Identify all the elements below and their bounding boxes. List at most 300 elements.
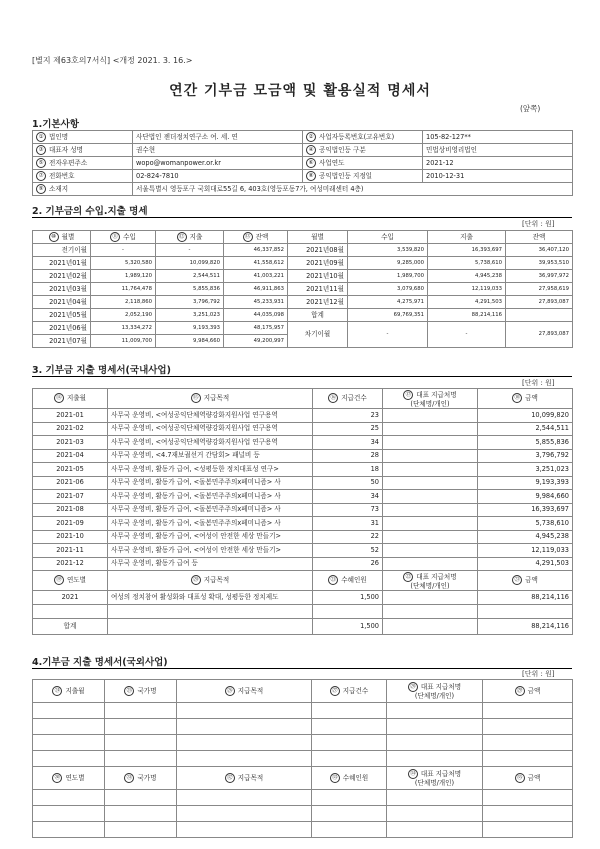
item-number-marker: ㉔	[52, 686, 62, 696]
expense-cell-text: 9,193,393	[193, 324, 220, 331]
item-number-marker: ㉒	[403, 572, 413, 582]
purpose-cell-text: 여성의 정치참여 활성화와 대표성 확대, 성평등한 정치제도	[111, 593, 279, 601]
column-header	[313, 389, 383, 409]
recipient-cell	[383, 422, 478, 436]
purpose-cell	[108, 490, 313, 504]
expense-cell-text: 16,393,697	[471, 246, 502, 253]
year-cell	[33, 591, 108, 605]
amount-cell-text: 4,945,238	[535, 532, 569, 541]
table-row	[33, 244, 573, 257]
item-number-marker: ⑪	[110, 232, 120, 242]
item-number-marker: ㉕	[124, 686, 134, 696]
empty-cell	[177, 703, 312, 719]
empty-cell	[387, 735, 483, 751]
item-number-marker: ⑯	[328, 393, 338, 403]
month-cell-text: 2021-02	[56, 424, 84, 433]
field-value	[133, 170, 303, 183]
balance-cell	[506, 322, 573, 348]
month-cell-text: 2021년09월	[306, 258, 344, 267]
count-cell-text: 28	[370, 451, 379, 460]
item-number-marker: ㉝	[330, 773, 340, 783]
count-cell-text: 18	[370, 464, 379, 473]
month-cell	[33, 449, 108, 463]
empty-cell	[387, 703, 483, 719]
purpose-cell-text: 사무국 운영비, 활동가 급여, <돌봄민주주의x페미니즘> 사	[111, 518, 281, 527]
purpose-cell	[108, 591, 313, 605]
column-header	[108, 571, 313, 591]
balance-cell-text: 41,003,221	[253, 272, 284, 279]
purpose-cell	[108, 544, 313, 558]
field-label-text: 사업연도	[319, 158, 345, 167]
income-cell	[91, 335, 156, 348]
month-cell	[33, 270, 91, 283]
month-cell	[288, 322, 348, 348]
column-header-text: 지급목적	[203, 576, 230, 584]
month-cell-text: 2021-11	[56, 545, 84, 554]
table-row	[33, 322, 573, 335]
table-row	[33, 544, 573, 558]
column-header-text: 대표 지급처명	[420, 770, 462, 778]
count-cell	[313, 544, 383, 558]
purpose-cell-text: 사무국 운영비, 활동가 급여, <성평등한 정치대표성 연구>	[111, 464, 279, 473]
table-row	[33, 476, 573, 490]
empty-cell	[312, 719, 387, 735]
table-row	[33, 680, 573, 703]
month-cell-text: 2021년04월	[49, 297, 87, 306]
item-number-marker: ㉟	[515, 773, 525, 783]
table-row	[33, 619, 573, 635]
expense-cell	[156, 296, 224, 309]
expense-cell-text: 5,738,610	[475, 259, 502, 266]
amount-cell-text: 88,214,116	[531, 593, 569, 601]
item-number-marker: ⑦	[36, 171, 46, 181]
amount-total	[478, 619, 573, 635]
empty-cell	[383, 605, 478, 619]
empty-cell	[105, 822, 177, 838]
column-header	[177, 767, 312, 790]
field-value	[423, 131, 573, 144]
column-header-text: 잔액	[532, 232, 546, 241]
recipient-cell	[383, 544, 478, 558]
table-row	[33, 409, 573, 423]
income-cell	[91, 270, 156, 283]
recipient-cell	[383, 436, 478, 450]
month-cell-text: 2021년05월	[49, 310, 87, 319]
amount-cell	[478, 463, 573, 477]
empty-cell	[105, 703, 177, 719]
table-row	[33, 463, 573, 477]
column-header	[506, 231, 573, 244]
column-header-text: 수입	[381, 232, 394, 241]
column-header	[483, 767, 573, 790]
column-header	[105, 680, 177, 703]
item-number-marker: ⑲	[54, 575, 64, 585]
empty-cell	[33, 806, 105, 822]
field-value-text: 사단법인 젠더정치연구소 여. 세. 연	[136, 132, 238, 141]
empty-cell	[387, 822, 483, 838]
field-label-text: 소재지	[49, 184, 69, 193]
amount-cell	[478, 436, 573, 450]
count-cell	[313, 463, 383, 477]
count-cell	[313, 449, 383, 463]
amount-cell-text: 12,119,033	[531, 545, 569, 554]
income-cell	[91, 309, 156, 322]
empty-cell	[108, 605, 313, 619]
empty-cell	[483, 790, 573, 806]
expense-cell-text: 10,099,820	[189, 259, 220, 266]
empty-cell	[105, 751, 177, 767]
balance-cell	[224, 283, 288, 296]
column-header-text: 국가명	[137, 773, 157, 782]
table-row	[33, 422, 573, 436]
item-number-marker: ㉙	[515, 686, 525, 696]
count-cell-text: 23	[370, 410, 379, 419]
balance-cell-text: 49,200,997	[253, 337, 284, 344]
empty-cell	[312, 735, 387, 751]
item-number-marker: ⑤	[36, 158, 46, 168]
month-cell-text: 전기이월	[61, 245, 87, 254]
purpose-cell-text: 사무국 운영비, 활동가 급여, <여성이 안전한 세상 만들기>	[111, 532, 282, 541]
count-cell	[313, 503, 383, 517]
empty-cell	[105, 790, 177, 806]
column-header-text: 금액	[525, 576, 538, 584]
expense-cell-text: -	[188, 246, 191, 253]
month-cell	[33, 463, 108, 477]
purpose-cell	[108, 463, 313, 477]
month-cell-text: 2021년07월	[49, 336, 87, 345]
month-cell-text: 2021-06	[56, 478, 84, 487]
expense-cell-text: 88,214,116	[471, 311, 502, 318]
balance-cell-text: 27,958,619	[538, 285, 569, 292]
section3-unit: [단위 : 원]	[522, 379, 555, 387]
income-cell-text: 11,764,478	[121, 285, 152, 292]
item-number-marker: ⑰	[403, 390, 413, 400]
balance-cell	[224, 296, 288, 309]
month-cell-text: 2021년02월	[49, 271, 87, 280]
item-number-marker: ⑥	[306, 158, 316, 168]
balance-cell	[224, 322, 288, 335]
expense-cell	[428, 244, 506, 257]
expense-cell	[156, 244, 224, 257]
beneficiary-cell	[313, 591, 383, 605]
column-header-text: 지출	[189, 232, 203, 241]
count-cell-text: 73	[370, 505, 379, 514]
table-row	[33, 517, 573, 531]
amount-cell-text: 3,251,023	[535, 464, 569, 473]
item-number-marker: ⑧	[306, 171, 316, 181]
field-value	[423, 157, 573, 170]
empty-cell	[387, 790, 483, 806]
count-cell-text: 34	[370, 491, 379, 500]
balance-cell	[506, 270, 573, 283]
income-cell	[348, 283, 428, 296]
purpose-cell	[108, 517, 313, 531]
amount-cell-text: 2,544,511	[535, 424, 569, 433]
month-cell	[33, 296, 91, 309]
table-row	[33, 131, 573, 144]
column-header	[312, 680, 387, 703]
item-number-marker: ⑮	[191, 393, 201, 403]
column-header	[383, 571, 478, 591]
column-header-text: 연도별	[65, 773, 85, 782]
column-header	[177, 680, 312, 703]
month-cell	[288, 270, 348, 283]
item-number-marker: ⑬	[243, 232, 253, 242]
income-cell-text: 1,989,700	[397, 272, 424, 279]
column-header-text: 연도별	[66, 576, 87, 584]
item-number-marker: ㉗	[330, 686, 340, 696]
item-number-marker: ④	[306, 145, 316, 155]
section4-unit: [단위 : 원]	[522, 670, 555, 678]
expense-cell-text: 12,119,033	[471, 285, 502, 292]
item-number-marker: ㉞	[408, 769, 418, 779]
purpose-cell	[108, 476, 313, 490]
table-row	[33, 822, 573, 838]
expense-cell	[156, 322, 224, 335]
amount-cell-text: 9,193,393	[535, 478, 569, 487]
field-label-text: 법인명	[49, 132, 69, 141]
month-cell-text: 2021-09	[56, 518, 84, 527]
amount-cell	[478, 449, 573, 463]
column-header	[33, 231, 91, 244]
balance-cell-text: 48,175,957	[253, 324, 284, 331]
table-row	[33, 283, 573, 296]
field-label-text: 전화번호	[49, 171, 75, 180]
month-cell-text: 2021년10월	[306, 271, 344, 280]
column-header	[33, 389, 108, 409]
table-row	[33, 571, 573, 591]
amount-cell	[478, 422, 573, 436]
address-value	[133, 183, 573, 196]
column-header-text: 수혜인원	[341, 576, 367, 584]
month-cell	[33, 309, 91, 322]
balance-cell	[224, 270, 288, 283]
field-value	[133, 157, 303, 170]
column-header-text: 대표 지급처명	[416, 572, 457, 581]
table-row	[33, 309, 573, 322]
purpose-cell	[108, 422, 313, 436]
recipient-cell	[383, 463, 478, 477]
month-cell	[33, 503, 108, 517]
expense-cell	[428, 257, 506, 270]
month-cell	[33, 422, 108, 436]
month-cell	[33, 244, 91, 257]
month-cell-text: 2021-07	[56, 491, 84, 500]
empty-cell	[177, 806, 312, 822]
item-number-marker: ②	[306, 132, 316, 142]
count-cell	[313, 476, 383, 490]
balance-cell-text: 46,337,852	[253, 246, 284, 253]
column-header-text: 금액	[527, 686, 541, 695]
recipient-cell	[383, 503, 478, 517]
empty-cell	[177, 751, 312, 767]
count-cell-text: 22	[370, 532, 379, 541]
table-row	[33, 703, 573, 719]
income-cell	[348, 296, 428, 309]
month-cell	[33, 335, 91, 348]
column-header-text: 월별	[311, 232, 324, 241]
column-header	[478, 389, 573, 409]
table-row	[33, 389, 573, 409]
column-header	[383, 389, 478, 409]
item-number-marker: ⑨	[36, 184, 46, 194]
column-header-text: 월별	[61, 232, 75, 241]
table-row	[33, 231, 573, 244]
amount-cell	[478, 409, 573, 423]
balance-cell	[506, 257, 573, 270]
income-expense-table	[32, 230, 573, 348]
month-cell	[33, 476, 108, 490]
column-header	[33, 571, 108, 591]
balance-cell-text: 36,997,972	[538, 272, 569, 279]
empty-cell	[312, 806, 387, 822]
income-cell-text: 69,769,351	[393, 311, 424, 318]
recipient-cell	[383, 490, 478, 504]
amount-cell-text: 5,738,610	[535, 518, 569, 527]
empty-cell	[387, 719, 483, 735]
income-cell-text: -	[386, 331, 389, 337]
expense-cell	[156, 335, 224, 348]
empty-cell	[312, 822, 387, 838]
empty-cell	[33, 605, 108, 619]
income-cell-text: -	[122, 246, 124, 253]
purpose-cell-text: 사무국 운영비, 활동가 급여, <여성이 안전한 세상 만들기>	[111, 545, 282, 554]
empty-cell	[483, 751, 573, 767]
field-label-text: 대표자 성명	[49, 145, 83, 154]
empty-cell	[177, 790, 312, 806]
month-cell-text: 2021년03월	[49, 284, 87, 293]
field-value	[133, 144, 303, 157]
month-cell-text: 2021-01	[56, 410, 84, 419]
month-cell-text: 2021-08	[56, 505, 84, 514]
recipient-cell	[383, 409, 478, 423]
month-cell-text: 합계	[311, 310, 324, 319]
empty-cell	[177, 735, 312, 751]
income-cell	[348, 309, 428, 322]
expense-cell-text: 3,796,792	[193, 298, 220, 305]
income-cell	[348, 270, 428, 283]
balance-cell	[506, 309, 573, 322]
field-label	[33, 183, 133, 196]
field-label	[33, 144, 133, 157]
column-header	[387, 767, 483, 790]
empty-cell	[483, 719, 573, 735]
recipient-cell	[383, 591, 478, 605]
field-value	[423, 170, 573, 183]
table-row	[33, 557, 573, 571]
amount-cell	[478, 530, 573, 544]
month-cell	[33, 490, 108, 504]
expense-cell-text: 9,984,660	[193, 337, 220, 344]
table-row	[33, 751, 573, 767]
income-cell-text: 2,052,190	[125, 311, 152, 318]
month-cell-text: 2021-04	[56, 451, 84, 460]
field-label-text: 사업자등록번호(고유번호)	[319, 132, 395, 141]
table-row	[33, 806, 573, 822]
purpose-cell	[108, 436, 313, 450]
purpose-cell-text: 사무국 운영비, <여성공익단체역량강화지원사업 연구용역	[111, 437, 278, 446]
purpose-cell-text: 사무국 운영비, 활동가 급여, <돌봄민주주의x페미니즘> 사	[111, 478, 281, 487]
expense-cell-text: 3,251,023	[193, 311, 220, 318]
balance-cell	[224, 309, 288, 322]
balance-cell-text: 41,558,612	[253, 259, 284, 266]
field-value	[133, 131, 303, 144]
field-value-text: wopo@womanpower.or.kr	[136, 158, 221, 167]
table-row	[33, 591, 573, 605]
table-row	[33, 735, 573, 751]
empty-cell	[312, 751, 387, 767]
expense-cell-text: 4,945,238	[475, 272, 502, 279]
field-label	[33, 157, 133, 170]
column-header	[387, 680, 483, 703]
empty-cell	[312, 703, 387, 719]
expense-cell	[156, 283, 224, 296]
income-cell-text: 13,334,272	[121, 324, 152, 331]
balance-cell	[506, 244, 573, 257]
purpose-cell-text: 사무국 운영비, <여성공익단체역량강화지원사업 연구용역	[111, 410, 278, 419]
empty-cell	[105, 735, 177, 751]
month-cell-text: 2021년11월	[306, 284, 344, 293]
purpose-cell-text: 사무국 운영비, <4.7재보궐선거 간담회> 패널비 등	[111, 451, 260, 460]
month-cell-text: 차기이월	[304, 330, 331, 338]
month-cell-text: 2021년06월	[49, 323, 87, 332]
table-row	[33, 170, 573, 183]
income-cell-text: 11,009,700	[121, 337, 152, 344]
month-cell	[33, 322, 91, 335]
month-cell	[33, 409, 108, 423]
purpose-cell	[108, 409, 313, 423]
empty-cell	[483, 703, 573, 719]
column-header-text: 지출	[460, 232, 473, 241]
field-label-text: 전자우편주소	[49, 158, 88, 167]
purpose-cell	[108, 557, 313, 571]
field-label	[303, 144, 423, 157]
empty-cell	[483, 735, 573, 751]
count-cell	[313, 530, 383, 544]
table-row	[33, 605, 573, 619]
domestic-expense-table	[32, 388, 573, 635]
column-header-text: 금액	[525, 394, 538, 402]
column-header-text: 지출월	[65, 686, 85, 695]
column-header-text: 지급건수	[341, 394, 367, 402]
month-cell	[288, 296, 348, 309]
table-row	[33, 490, 573, 504]
month-cell	[33, 530, 108, 544]
column-header-subtext: (단체명/개인)	[410, 399, 450, 408]
month-cell-text: 2021-05	[56, 464, 84, 473]
table-row	[33, 257, 573, 270]
beneficiary-total	[313, 619, 383, 635]
item-number-marker: ㉓	[512, 575, 522, 585]
column-header	[428, 231, 506, 244]
column-header	[91, 231, 156, 244]
count-cell	[313, 409, 383, 423]
empty-cell	[312, 790, 387, 806]
income-cell	[91, 296, 156, 309]
field-label-text: 공익법인등 구분	[319, 145, 366, 154]
field-label	[303, 157, 423, 170]
table-row	[33, 449, 573, 463]
column-header-text: 지출월	[66, 394, 87, 402]
expense-cell-text: 5,855,836	[193, 285, 220, 292]
field-value-text: 2010-12-31	[426, 171, 465, 180]
field-label	[303, 170, 423, 183]
column-header-text: 지급목적	[203, 394, 230, 402]
expense-cell	[156, 309, 224, 322]
column-header	[108, 389, 313, 409]
empty-cell	[33, 719, 105, 735]
empty-cell	[33, 790, 105, 806]
